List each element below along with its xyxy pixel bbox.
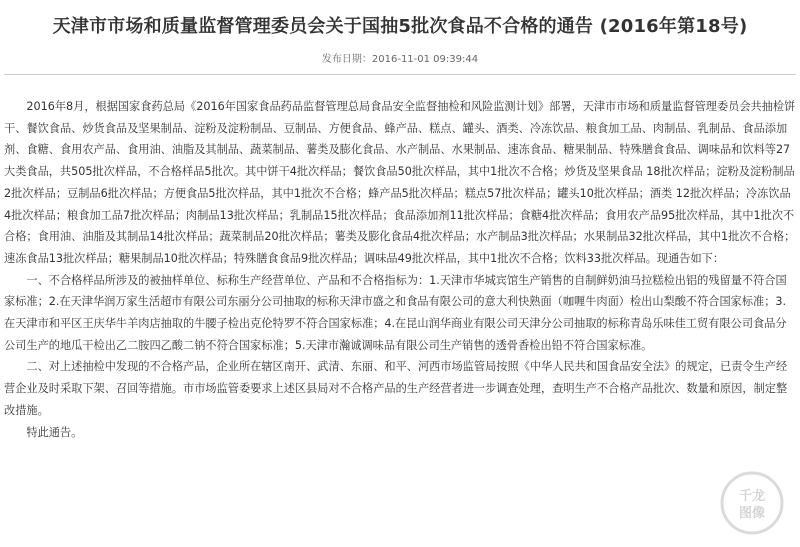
publish-date: 2016-11-01 09:39:44 <box>371 54 479 65</box>
paragraph-closing: 特此通告。 <box>26 425 83 439</box>
publish-date-label: 发布日期： <box>321 54 372 65</box>
svg-text:千龙: 千龙 <box>738 489 766 504</box>
paragraph-item-2: 二、对上述抽检中发现的不合格产品，企业所在辖区南开、武清、东丽、和平、河西市场监管局按照《中华人民共和国食品安全法》的规定，已责令生产经营企业及时采取下架、召回等措施。市市场监管委要求上述区县局对不合格产品的生产经营者进一步调查处理，查明生产不合格产品批次、数量和原因，制定整改措施。 <box>4 360 788 417</box>
qianlong-watermark-logo <box>718 469 786 537</box>
title-divider <box>4 74 796 75</box>
article-title: 天津市市场和质量监督管理委员会关于国抽5批次食品不合格的通告 (2016年第18号) <box>52 16 748 37</box>
paragraph-item-1: 一、不合格样品所涉及的被抽样单位、标称生产经营单位、产品和不合格指标为：1.天津市华城宾馆生产销售的自制鲜奶油马拉糕检出铝的残留量不符合国家标准；2.在天津华润万家生活超市有限公司东丽分公司抽取的标称天津市盛之和食品有限公司的意大利快熟面（咖喱牛肉面）检出山梨酸不符合国家标准；3.在天津市和平区王庆华牛羊肉店抽取的牛腰子检出克伦特罗不符合国家标准；4.在昆山润华商业有限公司天津分公司抽取的标称青岛乐味佳工贸有限公司食品分公司生产的地瓜干检出乙二胺四乙酸二钠不符合国家标准；5.天津市瀚诚调味品有限公司生产销售的透骨香检出铅不符合国家标准。 <box>4 273 787 352</box>
article-body <box>4 96 796 443</box>
paragraph-intro: 2016年8月，根据国家食药总局《2016年国家食品药品监督管理总局食品安全监督抽检和风险监测计划》部署，天津市市场和质量监督管理委员会共抽检饼干、餐饮食品、炒货食品及坚果制品、淀粉及淀粉制品、豆制品、方便食品、蜂产品、糕点、罐头、酒类、冷冻饮品、粮食加工品、肉制品、乳制品、食品添加剂、食糖、食用农产品、食用油、油脂及其制品、蔬菜制品、薯类及膨化食品、水产制品、水果制品、速冻食品、糖果制品、特殊膳食食品、调味品和饮料等27大类食品，共505批次样品，不合格样品5批次。其中饼干4批次样品；餐饮食品50批次样品，其中1批次不合格；炒货及坚果食品 18批次样品；淀粉及淀粉制品2批次样品；豆制品6批次样品；方便食品5批次样品，其中1批次不合格；蜂产品5批次样品；糕点57批次样品；罐头10批次样品；酒类 12批次样品；冷冻饮品4批次样品；粮食加工品7批次样品；肉制品13批次样品；乳制品15批次样品；食品添加剂11批次样品；食糖4批次样品；食用农产品95批次样品，其中1批次不合格；食用油、油脂及其制品14批次样品；蔬菜制品20批次样品；薯类及膨化食品4批次样品；水产制品3批次样品；水果制品32批次样品，其中1批次不合格；速冻食品13批次样品；糖果制品10批次样品；特殊膳食食品9批次样品；调味品49批次样品，其中1批次不合格；饮料33批次样品。现通告如下： <box>4 100 796 265</box>
article-meta <box>0 53 800 67</box>
svg-text:图像: 图像 <box>738 506 766 521</box>
watermark-icon <box>718 469 786 537</box>
